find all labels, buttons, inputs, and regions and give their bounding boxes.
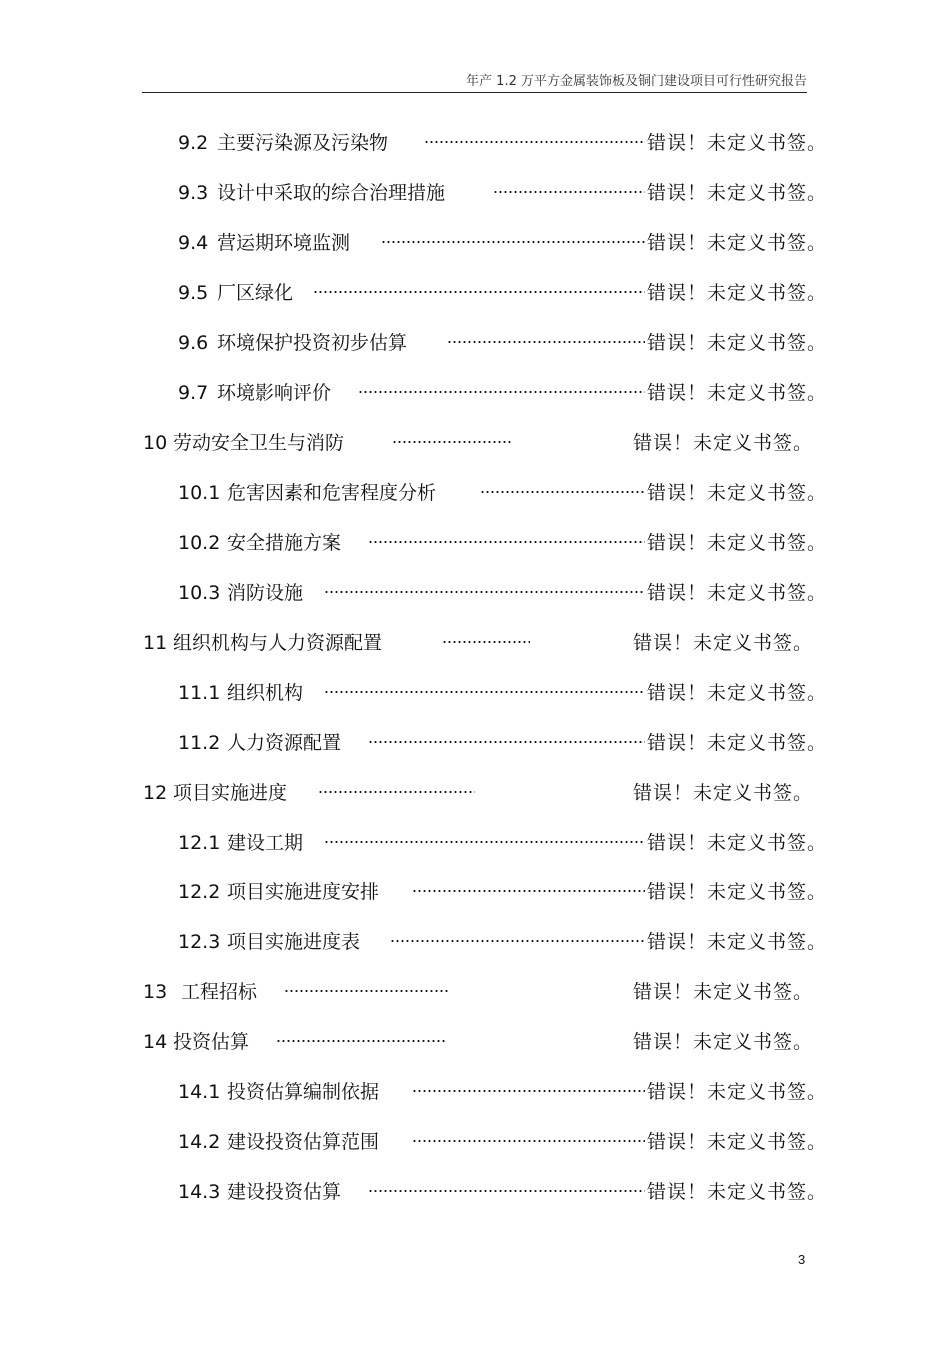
toc-chapter-entry[interactable] (0, 976, 950, 1008)
toc-entry-number: 9.4 (178, 232, 209, 254)
toc-entry-page-ref: 错误！未定义书签。 (647, 1081, 828, 1103)
toc-entry-title: 主要污染源及污染物 (217, 132, 389, 154)
toc-entry-title: 建设工期 (227, 832, 304, 854)
toc-section-entry[interactable] (0, 827, 950, 859)
toc-dot-leader (480, 489, 645, 495)
toc-entry-page-ref: 错误！未定义书签。 (633, 632, 814, 654)
toc-entry-number: 14.3 (178, 1181, 221, 1203)
toc-section-entry[interactable] (0, 1126, 950, 1158)
toc-dot-leader (390, 938, 645, 944)
toc-dot-leader (381, 239, 645, 245)
toc-entry-title: 设计中采取的综合治理措施 (217, 182, 446, 204)
toc-entry-page-ref: 错误！未定义书签。 (633, 981, 814, 1003)
toc-entry-number: 10 (143, 432, 168, 454)
page-number: 3 (798, 1252, 806, 1267)
toc-entry-number: 9.2 (178, 132, 209, 154)
toc-section-entry[interactable] (0, 577, 950, 609)
toc-entry-title: 组织机构与人力资源配置 (173, 632, 383, 654)
toc-entry-page-ref: 错误！未定义书签。 (647, 1131, 828, 1153)
toc-entry-title: 消防设施 (227, 582, 304, 604)
toc-dot-leader (324, 839, 645, 845)
toc-entry-title: 项目实施进度表 (227, 931, 361, 953)
toc-entry-number: 14 (143, 1031, 168, 1053)
toc-entry-title: 项目实施进度 (173, 782, 288, 804)
toc-entry-number: 11.1 (178, 682, 221, 704)
toc-dot-leader (493, 189, 645, 195)
toc-entry-title: 安全措施方案 (227, 532, 342, 554)
toc-entry-page-ref: 错误！未定义书签。 (647, 382, 828, 404)
toc-section-entry[interactable] (0, 327, 950, 359)
toc-dot-leader (412, 1138, 645, 1144)
toc-entry-page-ref: 错误！未定义书签。 (647, 881, 828, 903)
toc-entry-number: 13 (143, 981, 168, 1003)
toc-section-entry[interactable] (0, 177, 950, 209)
toc-entry-number: 9.5 (178, 282, 209, 304)
toc-dot-leader (318, 789, 475, 795)
toc-entry-number: 14.1 (178, 1081, 221, 1103)
toc-entry-title: 建设投资估算 (227, 1181, 342, 1203)
toc-section-entry[interactable] (0, 477, 950, 509)
toc-section-entry[interactable] (0, 127, 950, 159)
toc-entry-page-ref: 错误！未定义书签。 (647, 332, 828, 354)
toc-entry-title: 营运期环境监测 (217, 232, 351, 254)
toc-entry-page-ref: 错误！未定义书签。 (647, 931, 828, 953)
toc-section-entry[interactable] (0, 1176, 950, 1208)
toc-entry-page-ref: 错误！未定义书签。 (647, 582, 828, 604)
toc-entry-number: 12.2 (178, 881, 221, 903)
toc-dot-leader (276, 1038, 445, 1044)
toc-chapter-entry[interactable] (0, 427, 950, 459)
report-title: 年产 1.2 万平方金属装饰板及铜门建设项目可行性研究报告 (466, 74, 807, 89)
toc-dot-leader (368, 1188, 645, 1194)
toc-entry-number: 10.2 (178, 532, 221, 554)
toc-dot-leader (392, 439, 513, 445)
toc-section-entry[interactable] (0, 876, 950, 908)
toc-chapter-entry[interactable] (0, 627, 950, 659)
toc-entry-title: 劳动安全卫生与消防 (173, 432, 345, 454)
toc-dot-leader (424, 139, 645, 145)
toc-entry-number: 11 (143, 632, 168, 654)
toc-entry-page-ref: 错误！未定义书签。 (633, 1031, 814, 1053)
toc-entry-page-ref: 错误！未定义书签。 (647, 232, 828, 254)
toc-dot-leader (442, 639, 530, 645)
toc-entry-number: 12.3 (178, 931, 221, 953)
toc-section-entry[interactable] (0, 527, 950, 559)
toc-entry-page-ref: 错误！未定义书签。 (647, 282, 828, 304)
toc-dot-leader (368, 539, 645, 545)
toc-dot-leader (324, 589, 645, 595)
toc-entry-title: 工程招标 (181, 981, 258, 1003)
toc-section-entry[interactable] (0, 926, 950, 958)
toc-dot-leader (324, 689, 645, 695)
toc-entry-title: 危害因素和危害程度分析 (227, 482, 437, 504)
toc-entry-title: 环境保护投资初步估算 (217, 332, 408, 354)
toc-entry-page-ref: 错误！未定义书签。 (647, 682, 828, 704)
toc-section-entry[interactable] (0, 1076, 950, 1108)
toc-dot-leader (412, 888, 645, 894)
toc-entry-page-ref: 错误！未定义书签。 (647, 732, 828, 754)
toc-dot-leader (412, 1088, 645, 1094)
toc-entry-number: 11.2 (178, 732, 221, 754)
toc-dot-leader (358, 389, 645, 395)
toc-section-entry[interactable] (0, 677, 950, 709)
toc-section-entry[interactable] (0, 377, 950, 409)
toc-section-entry[interactable] (0, 727, 950, 759)
toc-entry-number: 14.2 (178, 1131, 221, 1153)
toc-entry-page-ref: 错误！未定义书签。 (633, 782, 814, 804)
toc-entry-title: 投资估算编制依据 (227, 1081, 380, 1103)
toc-entry-page-ref: 错误！未定义书签。 (647, 532, 828, 554)
toc-entry-page-ref: 错误！未定义书签。 (633, 432, 814, 454)
toc-entry-number: 12 (143, 782, 168, 804)
toc-entry-number: 9.6 (178, 332, 209, 354)
toc-dot-leader (313, 289, 645, 295)
toc-entry-number: 10.1 (178, 482, 221, 504)
toc-entry-title: 投资估算 (173, 1031, 250, 1053)
toc-entry-number: 9.7 (178, 382, 209, 404)
toc-entry-page-ref: 错误！未定义书签。 (647, 132, 828, 154)
toc-entry-page-ref: 错误！未定义书签。 (647, 832, 828, 854)
toc-entry-number: 12.1 (178, 832, 221, 854)
toc-entry-title: 项目实施进度安排 (227, 881, 380, 903)
toc-chapter-entry[interactable] (0, 1026, 950, 1058)
toc-chapter-entry[interactable] (0, 777, 950, 809)
toc-dot-leader (447, 339, 645, 345)
toc-dot-leader (284, 988, 450, 994)
toc-entry-number: 9.3 (178, 182, 209, 204)
toc-dot-leader (368, 739, 645, 745)
toc-entry-title: 环境影响评价 (217, 382, 332, 404)
toc-entry-title: 建设投资估算范围 (227, 1131, 380, 1153)
toc-entry-page-ref: 错误！未定义书签。 (647, 182, 828, 204)
toc-entry-title: 组织机构 (227, 682, 304, 704)
toc-entry-number: 10.3 (178, 582, 221, 604)
toc-entry-title: 人力资源配置 (227, 732, 342, 754)
toc-section-entry[interactable] (0, 227, 950, 259)
toc-section-entry[interactable] (0, 277, 950, 309)
toc-entry-page-ref: 错误！未定义书签。 (647, 1181, 828, 1203)
toc-entry-title: 厂区绿化 (217, 282, 294, 304)
toc-entry-page-ref: 错误！未定义书签。 (647, 482, 828, 504)
